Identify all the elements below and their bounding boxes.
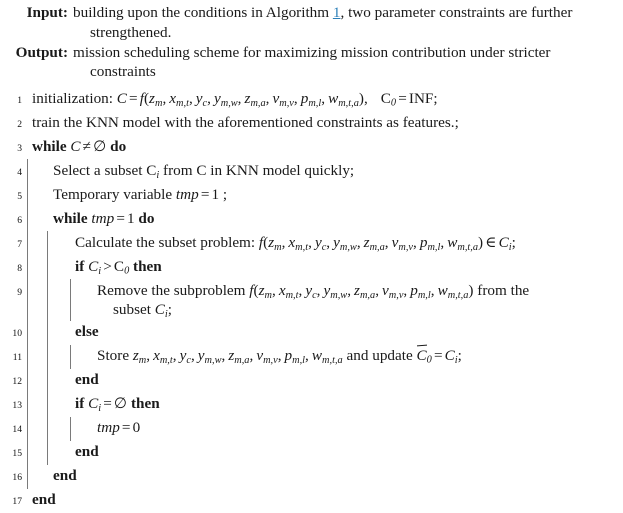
algorithm-line — [0, 111, 619, 135]
var-vmv: v — [391, 233, 399, 251]
var-x-sub: m,t — [295, 241, 309, 253]
symbol-tmp: tmp — [97, 419, 120, 437]
var-vmv-sub: m,v — [398, 241, 414, 253]
symbol-C0-sub: 0 — [390, 97, 397, 109]
line-number: 9 — [17, 286, 22, 298]
keyword-end: end — [32, 491, 56, 509]
input-text-before-link: building upon the conditions in Algorithm — [73, 4, 333, 21]
var-zma: z — [354, 281, 360, 299]
input-label: Input: — [26, 4, 68, 21]
symbol-one: 1 — [127, 209, 135, 227]
line-number: 1 — [17, 94, 22, 106]
line-4-mid: from — [159, 161, 197, 179]
var-yc-sub: c — [202, 97, 208, 109]
var-x-sub: m,t — [159, 355, 173, 367]
algorithm-line — [0, 441, 619, 465]
algorithm-line — [0, 489, 619, 513]
line-content: Store $z_m$, $x_{m,t}$, $y_c$, $y_{m,w}$, $z_{m,a}$, $v_{m,v}$, $p_{m,l}$, $w_{m,t,a}$ and update $C_0 = C_i$; — [97, 347, 462, 367]
var-vmv-sub: m,v — [279, 97, 294, 109]
algorithm-line — [0, 135, 619, 159]
var-wmta: w — [328, 89, 339, 107]
line-content — [27, 257, 619, 276]
line-number: 14 — [12, 424, 22, 436]
var-zma: z — [244, 89, 251, 107]
line-4-prefix: Select a subset — [53, 161, 147, 179]
keyword-do: do — [110, 137, 127, 155]
var-pml: p — [410, 281, 418, 299]
symbol-Ci: C — [154, 300, 165, 318]
var-wmta: w — [311, 347, 323, 365]
input-row — [0, 3, 613, 23]
var-zma-sub: m,a — [250, 97, 266, 109]
var-vmv-sub: m,v — [388, 289, 404, 301]
line-number: 6 — [17, 214, 22, 226]
symbol-C: C — [196, 161, 207, 179]
output-label: Output: — [15, 43, 68, 61]
symbol-f: f — [249, 281, 254, 299]
algorithm-line — [0, 393, 619, 417]
keyword-while: while — [32, 137, 67, 155]
algorithm-line — [0, 369, 619, 393]
symbol-C0: C — [380, 89, 391, 107]
line-1-prefix: initialization: — [32, 89, 117, 107]
algorithm-1-link[interactable]: 1 — [332, 4, 341, 21]
var-yc: y — [179, 347, 187, 365]
var-vmv: v — [272, 89, 280, 107]
symbol-f: f — [258, 233, 264, 251]
line-number: 15 — [12, 448, 22, 460]
symbol-C: C — [70, 137, 81, 155]
line-content: train the KNN model with the aforementioned constraints as features.; — [32, 113, 459, 131]
var-pml: p — [300, 89, 309, 107]
output-text: mission scheduling scheme for maximizing mission contribution under stricter — [73, 43, 551, 61]
symbol-Ci-sub: i — [98, 265, 102, 277]
var-ymw: y — [197, 347, 205, 365]
var-zma-sub: m,a — [369, 241, 385, 253]
symbol-tmp: tmp — [175, 185, 199, 203]
var-zma: z — [228, 347, 235, 365]
var-ymw-sub: m,w — [204, 355, 222, 367]
symbol-C: C — [116, 89, 127, 107]
line-content — [27, 418, 619, 437]
line-content: Calculate the subset problem: $f(z_m$, $x_{m,t}$, $y_c$, $y_{m,w}$, $z_{m,a}$, $v_{m,v}$, $p_{m,l}$, $w_{m,t,a}$) ∈ $C_i$; — [75, 233, 516, 253]
line-9-suffix: from the — [473, 281, 530, 299]
symbol-elementof: ∈ — [485, 233, 497, 251]
var-wmta-sub: m,t,a — [322, 355, 343, 367]
keyword-while: while — [53, 209, 88, 227]
line-number: 4 — [17, 166, 22, 178]
line-9-cont-prefix: subset — [113, 300, 155, 318]
var-z: z — [149, 89, 155, 107]
symbol-Ci: C — [146, 161, 157, 179]
algorithm-line — [0, 159, 619, 183]
symbol-emptyset: ∅ — [113, 395, 128, 413]
keyword-then: then — [133, 257, 162, 275]
var-yc-sub: c — [186, 355, 191, 367]
line-1-suffix: INF; — [408, 89, 438, 107]
symbol-equals: = — [103, 395, 112, 413]
line-number: 10 — [12, 328, 22, 340]
symbol-C0-sub: 0 — [124, 265, 130, 277]
keyword-do: do — [138, 209, 155, 227]
symbol-equals: = — [200, 185, 210, 203]
var-yc-sub: c — [321, 241, 327, 253]
symbol-zero: 0 — [132, 419, 141, 437]
var-ymw: y — [213, 89, 221, 107]
var-pml-sub: m,l — [292, 355, 306, 367]
var-wmta-sub: m,t,a — [338, 97, 359, 109]
var-zma: z — [363, 233, 370, 251]
symbol-equals: = — [121, 419, 131, 437]
var-wmta-sub: m,t,a — [457, 241, 479, 253]
line-content — [27, 161, 619, 180]
algorithm-line — [0, 207, 619, 231]
line-5-suffix: ; — [219, 185, 228, 203]
var-pml-sub: m,l — [427, 241, 441, 253]
symbol-equals-2: = — [398, 89, 407, 107]
var-x: x — [278, 281, 286, 299]
keyword-else: else — [75, 323, 99, 341]
keyword-end: end — [75, 371, 99, 389]
var-wmta-sub: m,t,a — [447, 289, 469, 301]
symbol-Cbar0: C — [416, 347, 427, 365]
algorithm-line — [0, 417, 619, 441]
line-number: 8 — [17, 262, 22, 274]
var-zma-sub: m,a — [359, 289, 376, 301]
var-pml: p — [419, 233, 428, 251]
keyword-end: end — [53, 467, 77, 485]
var-ymw: y — [323, 281, 331, 299]
var-z-sub: m — [138, 355, 147, 367]
algorithm-line — [0, 231, 619, 255]
symbol-Ci-sub: i — [156, 169, 160, 181]
algorithm-line — [0, 345, 619, 369]
symbol-Cbar0-sub: 0 — [426, 354, 432, 366]
line-9-prefix: Remove the subproblem — [97, 281, 250, 299]
line-5-prefix: Temporary variable — [53, 185, 176, 203]
symbol-Ci-sub: i — [508, 241, 512, 253]
symbol-C0: C — [113, 257, 125, 275]
line-number: 3 — [17, 142, 22, 154]
var-yc: y — [305, 281, 313, 299]
output-row — [0, 43, 613, 63]
line-number: 13 — [12, 400, 22, 412]
line-content — [27, 137, 619, 156]
symbol-equals: = — [129, 89, 138, 107]
var-wmta: w — [437, 281, 448, 299]
var-z: z — [132, 347, 139, 365]
line-9-cont-suffix: ; — [167, 300, 173, 318]
var-ymw: y — [333, 233, 340, 251]
symbol-Ci-sub: i — [98, 403, 102, 415]
line-7-prefix: Calculate the subset problem: — [75, 233, 259, 251]
var-z-sub: m — [154, 97, 163, 109]
line-4-suffix: in KNN model quickly; — [206, 161, 355, 179]
var-vmv: v — [382, 281, 389, 299]
line-number: 11 — [12, 352, 22, 364]
line-11-mid: and update — [342, 347, 417, 365]
line-content — [27, 490, 619, 509]
line-content — [27, 185, 619, 204]
symbol-f: f — [139, 89, 144, 107]
algorithm-line — [0, 183, 619, 207]
var-pml: p — [284, 347, 293, 365]
algorithm-io-header — [0, 2, 619, 84]
input-continuation: strengthened. — [90, 23, 172, 41]
keyword-then: then — [130, 395, 160, 413]
line-content: initialization: $C = f(z_m$, $x_{m,t}$, $y_c$, $y_{m,w}$, $z_{m,a}$, $v_{m,v}$, $p_{m,l}$, $w_{m,t,a}$), $C_0$ = INF; — [32, 89, 438, 109]
var-ymw-sub: m,w — [330, 289, 348, 301]
output-continuation: constraints — [90, 63, 156, 81]
line-content: Remove the subproblem $f(z_m$, $x_{m,t}$, $y_c$, $y_{m,w}$, $z_{m,a}$, $v_{m,v}$, $p_{m,l}$, $w_{m,t,a}$) from the subset $C_i$; — [27, 281, 619, 320]
var-yc: y — [314, 233, 322, 251]
var-vmv: v — [256, 347, 264, 365]
var-z: z — [268, 233, 275, 251]
symbol-Ci-sub: i — [454, 355, 458, 367]
var-x-sub: m,t — [285, 289, 299, 301]
line-number: 5 — [17, 190, 22, 202]
keyword-if: if — [75, 257, 85, 275]
algorithm-line — [0, 321, 619, 345]
algorithm-line — [0, 279, 619, 321]
line-content — [27, 466, 619, 485]
line-content — [27, 442, 619, 461]
input-text-after-link: , two parameter constraints are further — [340, 4, 573, 21]
line-number: 12 — [12, 376, 22, 388]
line-content — [27, 322, 619, 341]
symbol-one: 1 — [211, 185, 220, 203]
var-pml-sub: m,l — [308, 97, 322, 109]
line-number: 17 — [12, 496, 22, 508]
symbol-equals: = — [433, 347, 443, 365]
symbol-tmp: tmp — [91, 209, 115, 227]
keyword-end: end — [75, 443, 99, 461]
symbol-equals: = — [116, 209, 125, 227]
line-number: 2 — [17, 118, 22, 130]
algorithm-line — [0, 255, 619, 279]
algorithm-lines — [0, 87, 619, 513]
var-z: z — [258, 281, 265, 299]
var-x: x — [169, 89, 177, 107]
keyword-if: if — [75, 395, 85, 413]
var-z-sub: m — [264, 289, 272, 301]
line-11-prefix: Store — [97, 347, 133, 365]
input-text — [73, 3, 613, 23]
symbol-Ci: C — [444, 347, 455, 365]
symbol-emptyset: ∅ — [93, 137, 107, 155]
line-content — [27, 209, 619, 228]
symbol-Ci: C — [88, 395, 99, 413]
symbol-Ci-sub: i — [164, 308, 168, 320]
line-number: 7 — [17, 238, 22, 250]
var-x: x — [288, 233, 296, 251]
var-x-sub: m,t — [176, 97, 189, 109]
var-x: x — [153, 347, 160, 365]
var-yc: y — [195, 89, 203, 107]
var-pml-sub: m,l — [417, 289, 431, 301]
var-ymw-sub: m,w — [220, 97, 238, 109]
var-wmta: w — [447, 233, 458, 251]
var-yc-sub: c — [312, 289, 317, 301]
algorithm-line — [0, 465, 619, 489]
var-vmv-sub: m,v — [263, 355, 278, 367]
line-content — [27, 394, 619, 413]
symbol-Ci: C — [88, 257, 99, 275]
var-zma-sub: m,a — [234, 355, 250, 367]
var-z-sub: m — [274, 241, 282, 253]
symbol-Ci: C — [498, 233, 509, 251]
line-11-suffix: ; — [457, 347, 462, 365]
symbol-greater: > — [103, 257, 112, 275]
algorithm-line — [0, 87, 619, 111]
line-number: 16 — [12, 472, 22, 484]
symbol-notequal: ≠ — [82, 137, 92, 155]
line-9-continuation — [97, 300, 611, 319]
var-ymw-sub: m,w — [339, 241, 357, 253]
line-content — [27, 370, 619, 389]
